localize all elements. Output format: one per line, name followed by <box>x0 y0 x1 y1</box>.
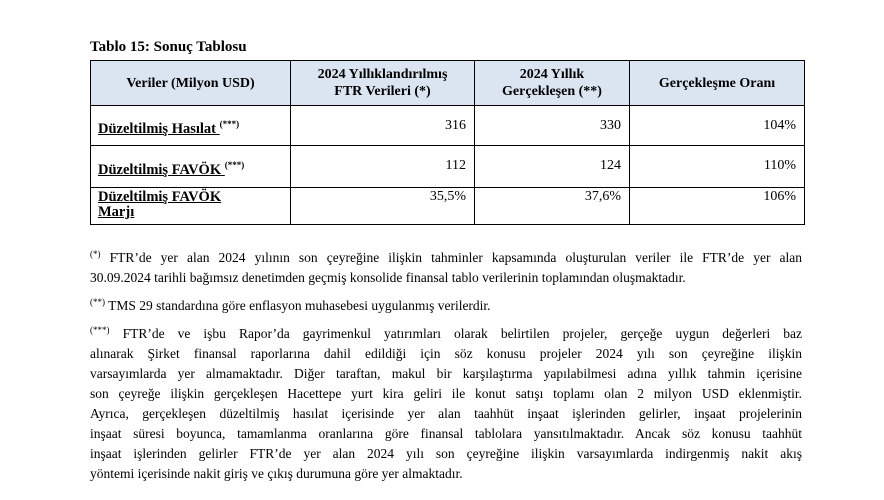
cell-ftr: 35,5% <box>291 188 475 225</box>
header-ftr-verileri: 2024 Yıllıklandırılmış FTR Verileri (*) <box>291 61 475 106</box>
document-section <box>90 38 804 225</box>
cell-ratio: 110% <box>630 146 805 188</box>
row-label-favok: Düzeltilmiş FAVÖK (***) <box>91 146 291 188</box>
cell-ftr: 112 <box>291 146 475 188</box>
footnote-mark: (***) <box>224 160 245 171</box>
table-row <box>91 146 805 188</box>
cell-actual: 124 <box>475 146 630 188</box>
table-title: Tablo 15: Sonuç Tablosu <box>90 39 247 55</box>
footnote-mark: (***) <box>90 325 110 335</box>
cell-ratio: 104% <box>630 106 805 146</box>
cell-actual: 37,6% <box>475 188 630 225</box>
cell-actual: 330 <box>475 106 630 146</box>
result-table <box>90 60 805 225</box>
footnote-1: (*) FTR’de yer alan 2024 yılının son çeyreğine ilişkin tahminler kapsamında oluşturulan veriler ile FTR’de yer alan 30.09.2024 tarihli bağımsız denetimden geçmiş konsolide finansal tablo verilerinin toplamından oluşmaktadır. <box>90 249 803 285</box>
header-yillik-gerceklesen: 2024 Yıllık Gerçekleşen (**) <box>475 61 630 106</box>
cell-ftr: 316 <box>291 106 475 146</box>
header-veriler: Veriler (Milyon USD) <box>91 61 291 106</box>
footnote-2: (**) TMS 29 standardına göre enflasyon muhasebesi uygulanmış verilerdir. <box>90 297 491 313</box>
table-header-row <box>91 61 805 106</box>
footnote-mark: (**) <box>90 297 105 307</box>
header-gerceklesme-orani: Gerçekleşme Oranı <box>630 61 805 106</box>
table-row <box>91 106 805 146</box>
footnote-mark: (***) <box>219 119 240 130</box>
row-label-hasilat: Düzeltilmiş Hasılat (***) <box>91 106 291 146</box>
cell-ratio: 106% <box>630 188 805 225</box>
footnotes <box>90 248 802 492</box>
row-label-favok-marji: Düzeltilmiş FAVÖK Marjı <box>91 188 291 225</box>
footnote-3: (***) FTR’de ve işbu Rapor’da gayrimenkul yatırımları olarak belirtilen projeler, gerçeğe uygun değerleri baz alınarak Şirket finansal raporlarına dahil edildiği için söz konusu projeler 2024 yılı son çeyreğine ilişkin varsayımlarda yer almamaktadır. Diğer taraftan, makul bir karşılaştırma yapılabilmesi adına yıllık tahmin içerisine son çeyreğe ilişkin gerçekleşen Hacettepe yurt kira geliri ile konut satışı toplamı olan 2 milyon USD eklenmiştir. Ayrıca, gerçekleşen düzeltilmiş hasılat içerisinde yer alan taahhüt inşaat işlerinden gelirler, inşaat projelerinin inşaat süresi boyunca, tamamlanma oranlarına göre finansal tablolara yansıtılmaktadır. Ancak söz konusu taahhüt inşaat işlerinden gelirler FTR’de yer alan 2024 yılı son çeyreğine ilişkin varsayımlarda indirgenmiş nakit akış yöntemi içerisinde nakit giriş ve çıkış durumuna göre yer almaktadır. <box>90 325 803 481</box>
footnote-mark: (*) <box>90 249 101 259</box>
table-row <box>91 188 805 225</box>
